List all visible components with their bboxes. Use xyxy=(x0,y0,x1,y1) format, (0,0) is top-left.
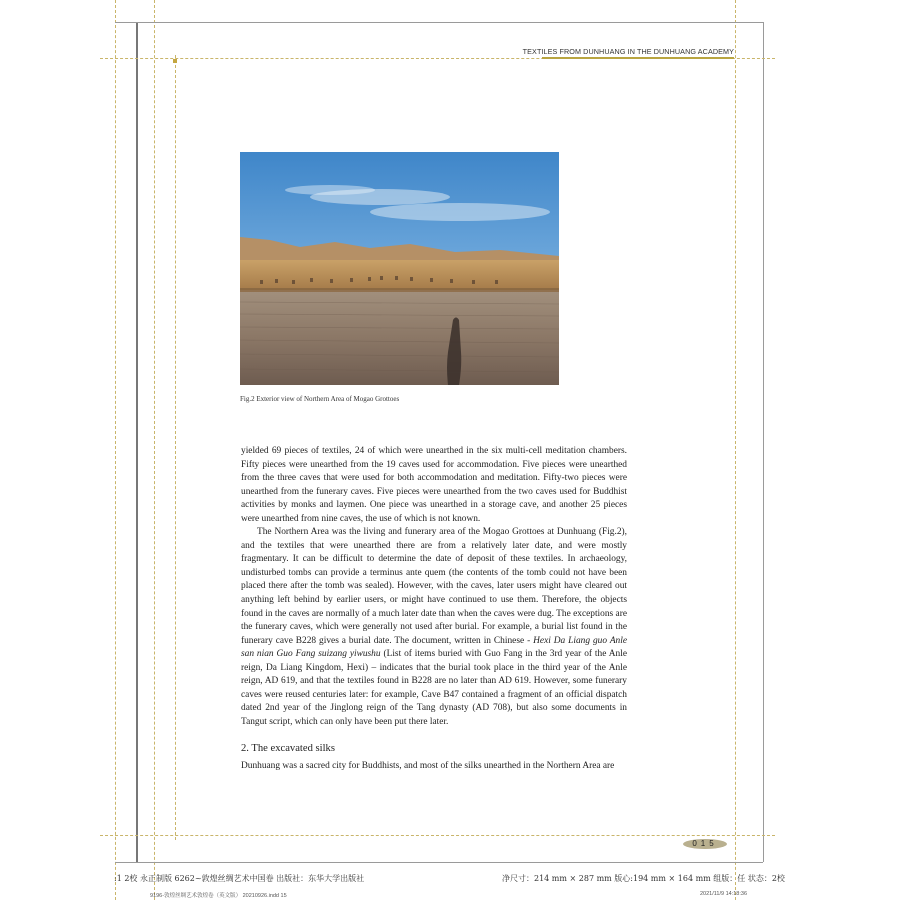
header-rule xyxy=(542,57,734,59)
guide-line-left-inner xyxy=(154,0,155,900)
corner-mark xyxy=(173,59,177,63)
guide-line-right-inner xyxy=(735,0,736,900)
slug-file-line: 9196-敦煌丝绸艺术敦煌卷（英文版） 20210926.indd 15 xyxy=(150,893,287,899)
page-number: 015 xyxy=(683,839,727,849)
paragraph-2-italic-title: Hexi Da Liang guo Anle san nian Guo Fang suizang yiwushu xyxy=(241,635,628,660)
slug-right: 净尺寸：214 mm × 287 mm 版心:194 mm × 164 mm 组版：任 状态：2校 xyxy=(502,874,785,883)
slug-left: :1 2校 永正制版 6262~敦煌丝绸艺术中国卷 出版社：东华大学出版社 xyxy=(114,874,365,883)
running-header: TEXTILES FROM DUNHUANG IN THE DUNHUANG ACADEMY xyxy=(522,47,734,56)
binding-line xyxy=(136,22,138,862)
paragraph-2-text-b: (List of items buried with Guo Fang in the 3rd year of the Anle reign, Da Liang Kingdom, Hexi) – indicates that the burial took place in the third year of the Anle reign, AD 619, and that the textiles found in B228 are no later than AD 619. However, some funerary caves were reused centuries later: for example, Cave B47 contained a fragment of an official dispatch dated 2nd year of the Jinglong reign of the Tang dynasty (AD 708), but also some documents in Tangut script, which can only have been put there later. xyxy=(241,649,627,727)
paragraph-3: Dunhuang was a sacred city for Buddhists, and most of the silks unearthed in the Northern Area are xyxy=(241,761,615,772)
guide-line-left-outer xyxy=(115,0,116,900)
guide-line-bottom xyxy=(100,835,775,836)
paragraph-2-text-a: The Northern Area was the living and funerary area of the Mogao Grottoes at Dunhuang (Fig.2), and the textiles that were unearthed there are from a relatively later date, and were mostly fragmentary. It can be difficult to determine the date of deposit of these textiles. In archaeology, undisturbed tombs can provide a terminus ante quem (the contents of the tomb could not have been placed there after the tomb was sealed). However, with the caves, later users might have cleared out anything left behind by earlier users, or might have continued to use them. Therefore, the objects found in the caves are normally of a much later date than when the caves were dug. The exceptions are the funerary caves, which were generally not used after burial. For example, a burial list found in the funerary cave B228 gives a burial date. The document, written in Chinese - xyxy=(241,527,627,646)
page-edge-top xyxy=(115,22,763,23)
body-text xyxy=(241,445,627,774)
grottoes-photo xyxy=(240,152,559,385)
figure-caption: Fig.2 Exterior view of Northern Area of Mogao Grottoes xyxy=(240,395,400,403)
page-edge-bottom xyxy=(115,862,763,863)
figure-photo xyxy=(240,152,559,385)
paragraph-2 xyxy=(241,526,627,729)
section-heading: 2. The excavated silks xyxy=(241,743,335,755)
guide-line-margin xyxy=(175,55,176,840)
slug-timestamp: 2021/11/9 14:18:36 xyxy=(700,891,747,897)
page-edge-right xyxy=(763,22,764,862)
paragraph-1: yielded 69 pieces of textiles, 24 of which were unearthed in the six multi-cell meditation chambers. Fifty pieces were unearthed from the 19 caves used for accommodation. Five pieces were unearthed from the three caves that were used for both accommodation and meditation. Fifty-two pieces were unearthed from the funerary caves. Five pieces were unearthed from the two caves used for Buddhist activities by monks and laymen. One piece was unearthed in a storage cave, and another 25 pieces were unearthed from nine caves, the use of which is not known. xyxy=(241,446,627,524)
